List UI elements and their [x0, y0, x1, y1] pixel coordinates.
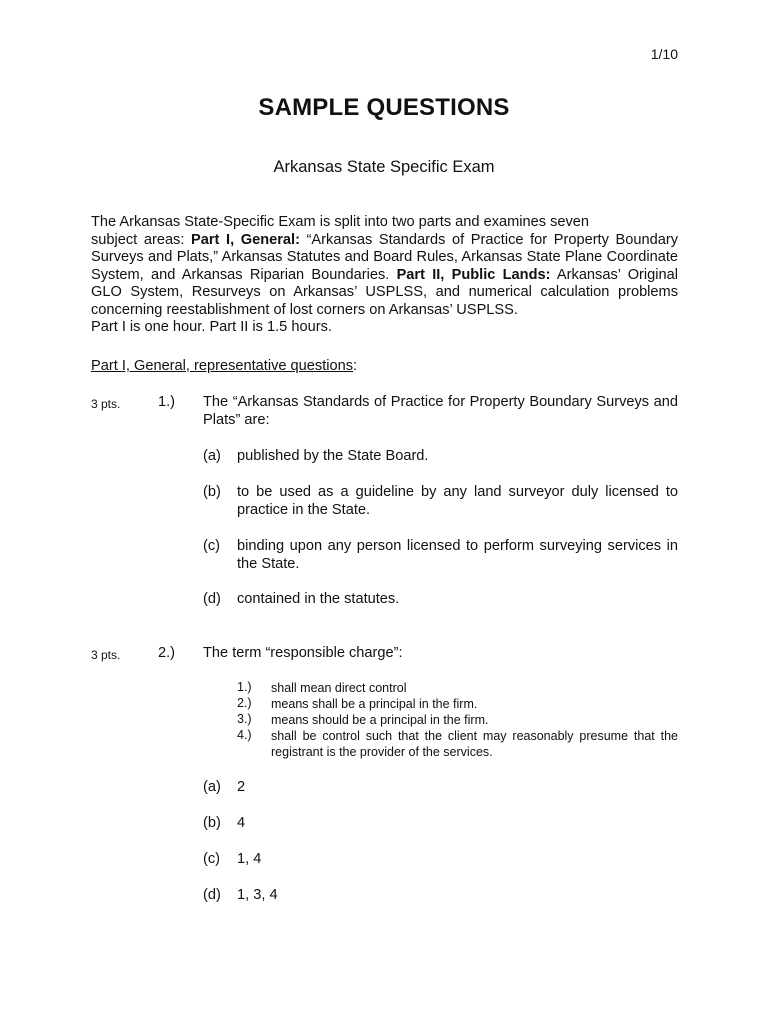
exam-subtitle: Arkansas State Specific Exam — [273, 158, 495, 176]
section-heading-text: Part I, General, representative questions — [91, 358, 354, 374]
statement-number: 1.) — [237, 680, 252, 694]
intro-paragraph — [91, 214, 678, 337]
option-letter: (d) — [203, 887, 221, 903]
intro-line-1: The Arkansas State-Specific Exam is split into two parts and examines seven — [91, 214, 590, 230]
section-heading-colon: : — [353, 358, 358, 374]
statement-text: means should be a principal in the firm. — [271, 713, 489, 727]
statement-number: 4.) — [237, 728, 252, 742]
question-points: 3 pts. — [91, 397, 121, 411]
option-letter: (c) — [203, 538, 221, 554]
question-points: 3 pts. — [91, 648, 121, 662]
intro-duration: Part I is one hour. Part II is 1.5 hours. — [91, 319, 332, 335]
option-letter: (b) — [203, 484, 221, 500]
part2-label: Part II, Public Lands: — [396, 266, 551, 283]
option-letter: (c) — [203, 851, 221, 867]
option-text: binding upon any person licensed to perform surveying services in the State. — [237, 538, 678, 572]
part1-label: Part I, General: — [191, 231, 300, 248]
intro-segment-3: Arkansas’ Original GLO System, Resurveys on Arkansas’ USPLSS, and numerical calculation problems concerning reestablishment of lost corners on Arkansas’ USPLSS. — [91, 266, 678, 318]
section-heading — [91, 358, 357, 374]
page-title: SAMPLE QUESTIONS — [258, 94, 510, 121]
question-number: 1.) — [158, 394, 176, 410]
intro-segment-2: “Arkansas Standards of Practice for Property Boundary Surveys and Plats,” Arkansas Statutes and Board Rules, Arkansas State Plane Coordinate System, and Arkansas Riparian Boundaries. — [91, 231, 678, 283]
option-text: 4 — [237, 815, 246, 831]
intro-segment-1: subject areas: — [91, 231, 192, 248]
statement-text: shall mean direct control — [271, 681, 407, 695]
option-letter: (a) — [203, 779, 221, 795]
statement-number: 2.) — [237, 696, 252, 710]
question-number: 2.) — [158, 645, 176, 661]
option-letter: (b) — [203, 815, 221, 831]
option-letter: (d) — [203, 591, 221, 607]
option-letter: (a) — [203, 448, 221, 464]
option-text: 1, 3, 4 — [237, 887, 278, 903]
statement-text: shall be control such that the client may reasonably presume that the registrant is the provider of the services. — [271, 729, 678, 759]
option-text: to be used as a guideline by any land surveyor duly licensed to practice in the State. — [237, 484, 678, 518]
statement-text: means shall be a principal in the firm. — [271, 697, 478, 711]
page-number: 1/10 — [650, 46, 678, 62]
option-text: published by the State Board. — [237, 448, 429, 464]
option-text: 1, 4 — [237, 851, 262, 867]
question-text: The “Arkansas Standards of Practice for Property Boundary Surveys and Plats” are: — [203, 394, 678, 428]
statement-number: 3.) — [237, 712, 252, 726]
option-text: contained in the statutes. — [237, 591, 400, 607]
question-text: The term “responsible charge”: — [203, 645, 403, 661]
option-text: 2 — [237, 779, 246, 795]
